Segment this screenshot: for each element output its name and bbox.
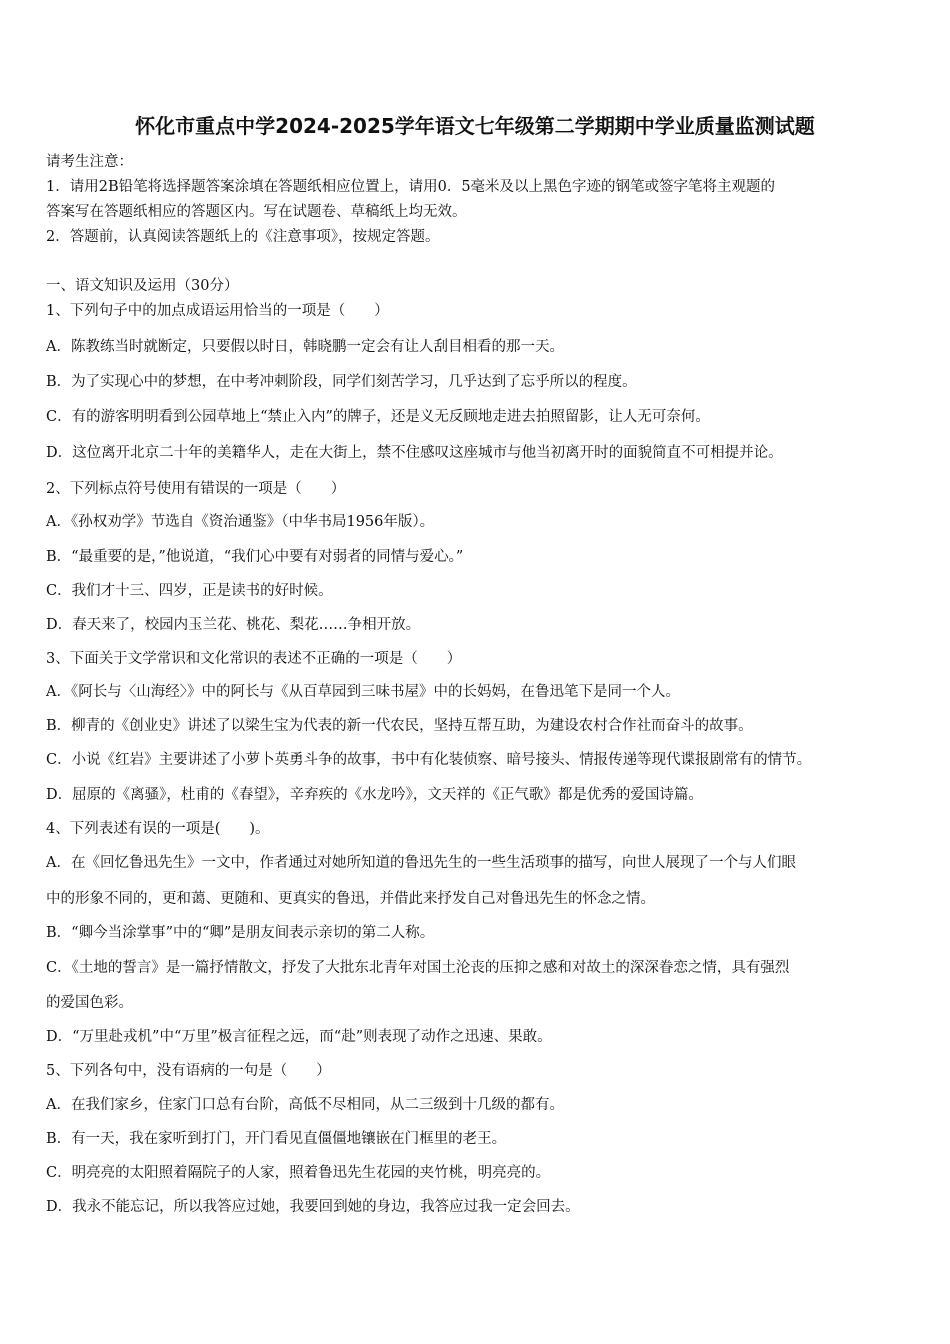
q4-option-a: A．在《回忆鲁迅先生》一文中，作者通过对她所知道的鲁迅先生的一些生活琐事的描写，向世人展现了一个与人们眼 — [46, 855, 796, 871]
q2-option-c: C．我们才十三、四岁，正是读书的好时候。 — [46, 583, 333, 599]
q5-option-d: D．我永不能忘记，所以我答应过她，我要回到她的身边，我答应过我一定会回去。 — [46, 1199, 580, 1215]
q5-option-a: A．在我们家乡，住家门口总有台阶，高低不尽相同，从二三级到十几级的都有。 — [46, 1097, 564, 1113]
q4-option-c-cont: 的爱国色彩。 — [46, 995, 133, 1011]
q4-option-b: B．“卿今当涂掌事”中的“卿”是朋友间表示亲切的第二人称。 — [46, 925, 435, 941]
q5-stem: 5、下列各句中，没有语病的一句是（ ） — [46, 1063, 331, 1079]
q1-option-b: B．为了实现心中的梦想，在中考冲刺阶段，同学们刻苦学习，几乎达到了忘乎所以的程度。 — [46, 374, 637, 390]
notice-item-1: 1．请用2B铅笔将选择题答案涂填在答题纸相应位置上，请用0．5毫米及以上黑色字迹的钢笔或签字笔将主观题的 — [46, 179, 776, 195]
q2-stem: 2、下列标点符号使用有错误的一项是（ ） — [46, 481, 346, 497]
q3-option-c: C．小说《红岩》主要讲述了小萝卜英勇斗争的故事，书中有化装侦察、暗号接头、情报传递等现代谍报剧常有的情节。 — [46, 752, 812, 768]
q2-option-d: D．春天来了，校园内玉兰花、桃花、梨花……争相开放。 — [46, 617, 421, 633]
notice-heading: 请考生注意： — [46, 154, 133, 170]
q3-option-d: D．屈原的《离骚》，杜甫的《春望》，辛弃疾的《水龙吟》，文天祥的《正气歌》都是优秀的爱国诗篇。 — [46, 787, 703, 803]
q4-option-a-cont: 中的形象不同的，更和蔼、更随和、更真实的鲁迅，并借此来抒发自己对鲁迅先生的怀念之情。 — [46, 891, 655, 907]
q2-option-a: A．《孙权劝学》节选自《资治通鉴》（中华书局1956年版）。 — [46, 514, 435, 530]
q1-option-d: D．这位离开北京二十年的美籍华人，走在大街上，禁不住感叹这座城市与他当初离开时的面貌简直不可相提并论。 — [46, 445, 783, 461]
q5-option-c: C．明亮亮的太阳照着隔院子的人家，照着鲁迅先生花园的夹竹桃，明亮亮的。 — [46, 1165, 551, 1181]
q4-stem: 4、下列表述有误的一项是( )。 — [46, 821, 270, 837]
q3-option-a: A．《阿长与〈山海经〉》中的阿长与《从百草园到三味书屋》中的长妈妈，在鲁迅笔下是同一个人。 — [46, 684, 680, 700]
q1-stem: 1、下列句子中的加点成语运用恰当的一项是（ ） — [46, 303, 389, 319]
section-heading: 一、语文知识及运用（30分） — [46, 278, 239, 294]
q3-stem: 3、下面关于文学常识和文化常识的表述不正确的一项是（ ） — [46, 651, 462, 667]
notice-item-2: 2．答题前，认真阅读答题纸上的《注意事项》，按规定答题。 — [46, 229, 440, 245]
q5-option-b: B．有一天，我在家听到打门，开门看见直僵僵地镶嵌在门框里的老王。 — [46, 1131, 507, 1147]
q2-option-b: B．“最重要的是，”他说道，“我们心中要有对弱者的同情与爱心。” — [46, 549, 464, 565]
notice-item-1-cont: 答案写在答题纸相应的答题区内。写在试题卷、草稿纸上均无效。 — [46, 204, 467, 220]
q3-option-b: B．柳青的《创业史》讲述了以梁生宝为代表的新一代农民，坚持互帮互助，为建设农村合作社而奋斗的故事。 — [46, 718, 753, 734]
q1-option-c: C．有的游客明明看到公园草地上“禁止入内”的牌子，还是义无反顾地走进去拍照留影，让人无可奈何。 — [46, 409, 710, 425]
q4-option-c: C．《土地的誓言》是一篇抒情散文，抒发了大批东北青年对国土沦丧的压抑之感和对故土的深深眷恋之情，具有强烈 — [46, 960, 790, 976]
q4-option-d: D．“万里赴戎机”中“万里”极言征程之远，而“赴”则表现了动作之迅速、果敢。 — [46, 1029, 552, 1045]
q1-option-a: A．陈教练当时就断定，只要假以时日，韩晓鹏一定会有让人刮目相看的那一天。 — [46, 339, 564, 355]
page-title: 怀化市重点中学2024-2025学年语文七年级第二学期期中学业质量监测试题 — [135, 114, 815, 138]
